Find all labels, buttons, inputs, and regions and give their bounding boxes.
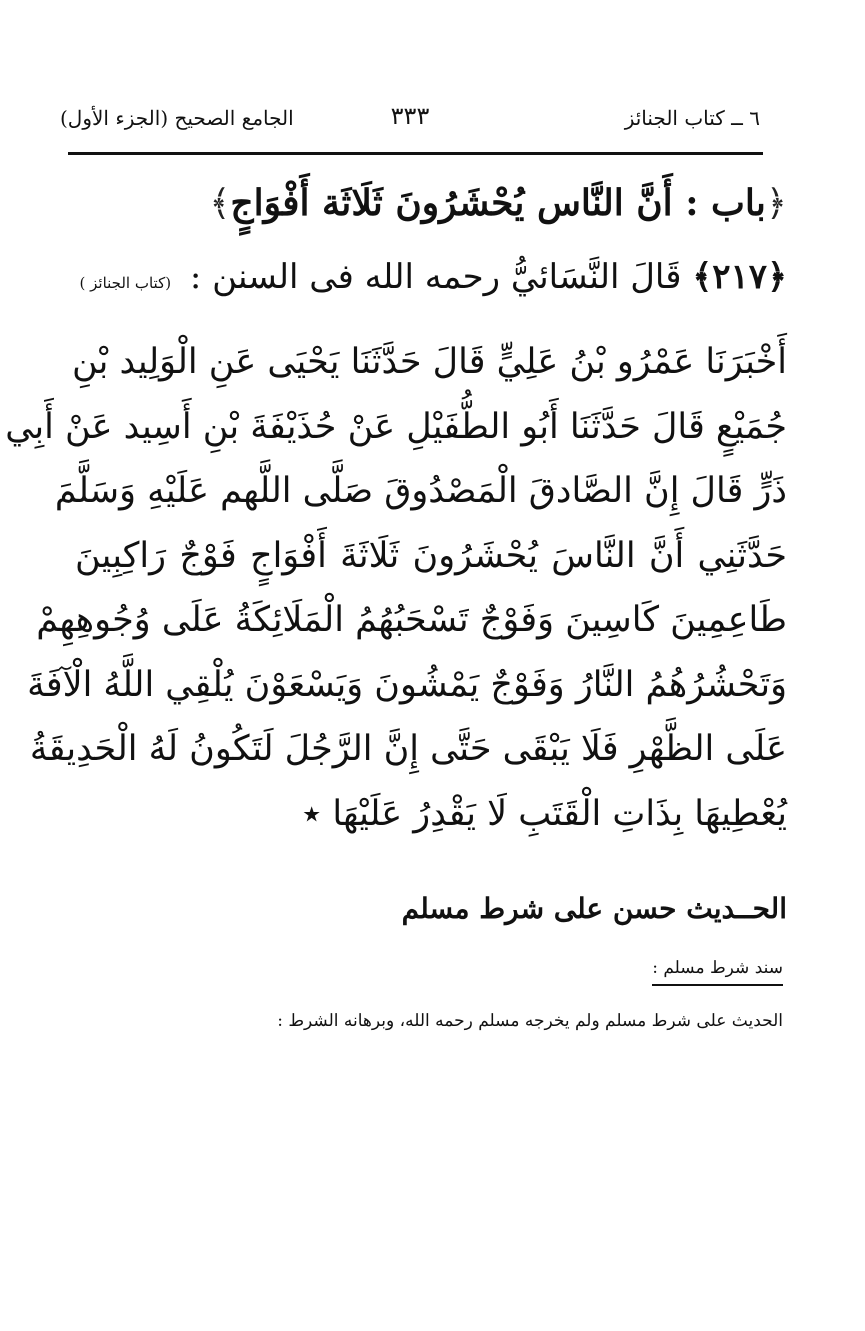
hadith-line: ذَرٍّ قَالَ إِنَّ الصَّادقَ الْمَصْدُوقَ صَلَّى اللَّهم عَلَيْهِ وَسَلَّمَ bbox=[54, 471, 787, 511]
hadith-grading: الحــديث حسن على شرط مسلم bbox=[401, 892, 787, 925]
section-title bbox=[87, 182, 787, 224]
hadith-line: حَدَّثَنِي أَنَّ النَّاسَ يُحْشَرُونَ ثَلَاثَةَ أَفْوَاجٍ فَوْجٌ رَاكِبِينَ bbox=[75, 535, 787, 576]
header-rule bbox=[68, 152, 763, 155]
hadith-line: يُعْطِيهَا بِذَاتِ الْقَتَبِ لَا يَقْدِرُ عَلَيْهَا ٭ bbox=[302, 793, 787, 834]
header-chapter: ٦ ــ كتاب الجنائز bbox=[624, 106, 760, 130]
section-title-text: باب : أَنَّ النَّاس يُحْشَرُونَ ثَلَاثَة أَفْوَاجٍ bbox=[230, 182, 766, 224]
hadith-number: ﴿٢١٧﴾ bbox=[692, 257, 787, 297]
hadith-intro-line bbox=[67, 256, 787, 297]
chain-note: الحديث على شرط مسلم ولم يخرجه مسلم رحمه الله، وبرهانه الشرط : bbox=[277, 1011, 783, 1031]
hadith-line: وَتَحْشُرُهُمُ النَّارُ وَفَوْجٌ يَمْشُونَ وَيَسْعَوْنَ يُلْقِي اللَّهُ الْآفَةَ bbox=[27, 664, 787, 705]
hadith-intro: قَالَ النَّسَائيُّ رحمه الله فى السنن : bbox=[189, 257, 682, 297]
hadith-line: طَاعِمِينَ كَاسِينَ وَفَوْجٌ تَسْحَبُهُمُ الْمَلَائِكَةُ عَلَى وُجُوهِهِمْ bbox=[36, 600, 787, 640]
hadith-line: جُمَيْعٍ قَالَ حَدَّثَنَا أَبُو الطُّفَيْلِ عَنْ حُذَيْفَةَ بْنِ أَسِيد عَنْ أَبِي bbox=[5, 406, 787, 447]
hadith-line: أَخْبَرَنَا عَمْرُو بْنُ عَلِيٍّ قَالَ حَدَّثَنَا يَحْيَى عَنِ الْوَلِيد بْنِ bbox=[72, 342, 787, 382]
header-book-title: الجامع الصحيح (الجزء الأول) bbox=[60, 106, 294, 130]
hadith-body bbox=[5, 330, 787, 846]
chain-heading: سند شرط مسلم : bbox=[652, 958, 783, 986]
page-header bbox=[60, 100, 760, 140]
page-number: ٣٣٣ bbox=[390, 102, 430, 130]
ornament-open: ﴿ bbox=[765, 183, 787, 224]
ornament-close: ﴾ bbox=[209, 183, 231, 224]
hadith-line: عَلَى الظَّهْرِ فَلَا يَبْقَى حَتَّى إِنَّ الرَّجُلَ لَتَكُونُ لَهُ الْحَدِيقَةُ bbox=[29, 729, 787, 769]
hadith-book-ref: (كتاب الجنائز ) bbox=[79, 274, 172, 292]
